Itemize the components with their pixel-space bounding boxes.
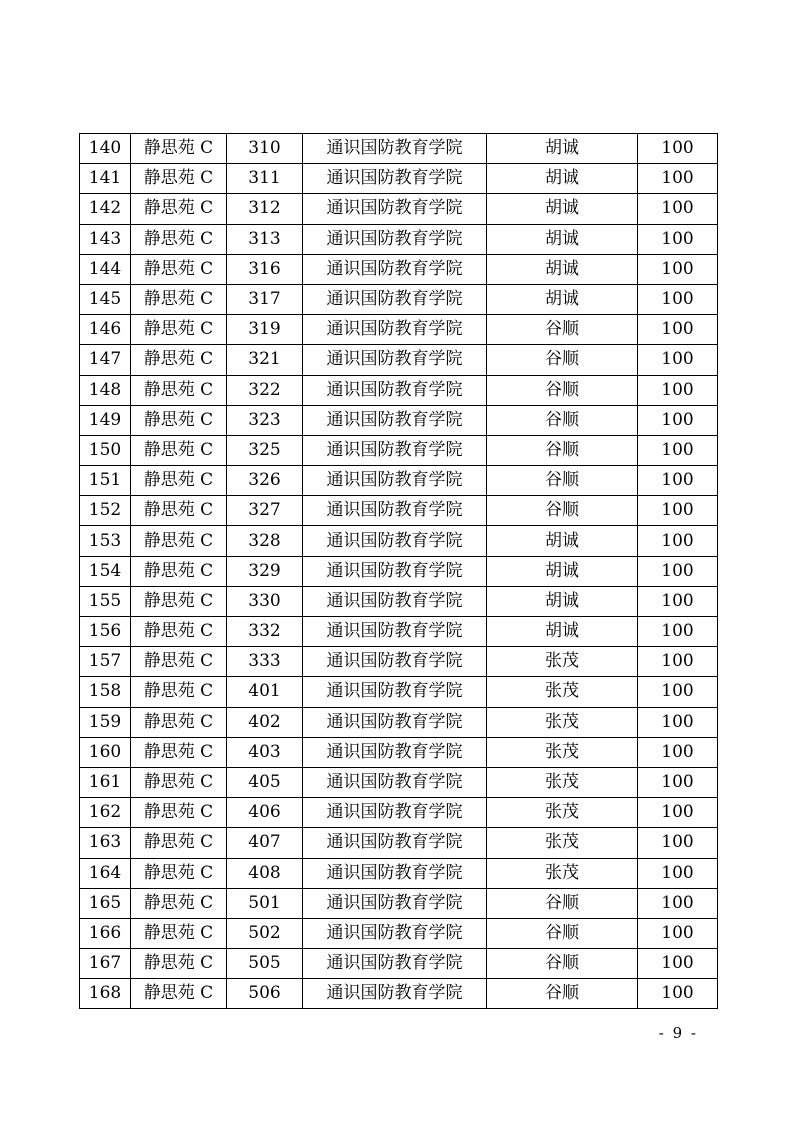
building-cell: 静思苑 C <box>131 617 227 647</box>
page-number: - 9 - <box>658 1024 698 1042</box>
row-number-cell: 168 <box>80 979 131 1009</box>
tutor-name-cell: 谷顺 <box>487 888 638 918</box>
room-number-cell: 326 <box>227 466 303 496</box>
row-number-cell: 154 <box>80 556 131 586</box>
dormitory-score-table <box>79 133 718 1009</box>
score-cell: 100 <box>638 254 718 284</box>
building-cell: 静思苑 C <box>131 224 227 254</box>
score-cell: 100 <box>638 858 718 888</box>
row-number-cell: 147 <box>80 345 131 375</box>
college-cell: 通识国防教育学院 <box>303 556 487 586</box>
table-row <box>80 435 718 465</box>
college-cell: 通识国防教育学院 <box>303 375 487 405</box>
building-cell: 静思苑 C <box>131 375 227 405</box>
table-row <box>80 526 718 556</box>
room-number-cell: 333 <box>227 647 303 677</box>
tutor-name-cell: 胡诚 <box>487 586 638 616</box>
table-row <box>80 496 718 526</box>
building-cell: 静思苑 C <box>131 586 227 616</box>
college-cell: 通识国防教育学院 <box>303 828 487 858</box>
score-cell: 100 <box>638 979 718 1009</box>
score-cell: 100 <box>638 949 718 979</box>
building-cell: 静思苑 C <box>131 828 227 858</box>
score-cell: 100 <box>638 737 718 767</box>
row-number-cell: 148 <box>80 375 131 405</box>
college-cell: 通识国防教育学院 <box>303 164 487 194</box>
college-cell: 通识国防教育学院 <box>303 194 487 224</box>
college-cell: 通识国防教育学院 <box>303 466 487 496</box>
row-number-cell: 166 <box>80 918 131 948</box>
tutor-name-cell: 谷顺 <box>487 375 638 405</box>
row-number-cell: 160 <box>80 737 131 767</box>
score-cell: 100 <box>638 647 718 677</box>
tutor-name-cell: 胡诚 <box>487 526 638 556</box>
row-number-cell: 140 <box>80 134 131 164</box>
table-row <box>80 134 718 164</box>
row-number-cell: 167 <box>80 949 131 979</box>
row-number-cell: 150 <box>80 435 131 465</box>
score-cell: 100 <box>638 164 718 194</box>
room-number-cell: 330 <box>227 586 303 616</box>
college-cell: 通识国防教育学院 <box>303 949 487 979</box>
building-cell: 静思苑 C <box>131 949 227 979</box>
row-number-cell: 143 <box>80 224 131 254</box>
room-number-cell: 403 <box>227 737 303 767</box>
room-number-cell: 323 <box>227 405 303 435</box>
tutor-name-cell: 张茂 <box>487 858 638 888</box>
row-number-cell: 164 <box>80 858 131 888</box>
college-cell: 通识国防教育学院 <box>303 617 487 647</box>
score-cell: 100 <box>638 888 718 918</box>
table-row <box>80 647 718 677</box>
tutor-name-cell: 谷顺 <box>487 918 638 948</box>
tutor-name-cell: 张茂 <box>487 767 638 797</box>
score-cell: 100 <box>638 677 718 707</box>
table-row <box>80 315 718 345</box>
college-cell: 通识国防教育学院 <box>303 224 487 254</box>
row-number-cell: 151 <box>80 466 131 496</box>
room-number-cell: 311 <box>227 164 303 194</box>
college-cell: 通识国防教育学院 <box>303 677 487 707</box>
tutor-name-cell: 胡诚 <box>487 134 638 164</box>
building-cell: 静思苑 C <box>131 888 227 918</box>
room-number-cell: 405 <box>227 767 303 797</box>
score-cell: 100 <box>638 315 718 345</box>
building-cell: 静思苑 C <box>131 767 227 797</box>
table-row <box>80 677 718 707</box>
college-cell: 通识国防教育学院 <box>303 496 487 526</box>
college-cell: 通识国防教育学院 <box>303 918 487 948</box>
college-cell: 通识国防教育学院 <box>303 345 487 375</box>
score-cell: 100 <box>638 194 718 224</box>
tutor-name-cell: 张茂 <box>487 798 638 828</box>
table-row <box>80 345 718 375</box>
room-number-cell: 313 <box>227 224 303 254</box>
room-number-cell: 332 <box>227 617 303 647</box>
table-row <box>80 737 718 767</box>
building-cell: 静思苑 C <box>131 677 227 707</box>
tutor-name-cell: 张茂 <box>487 828 638 858</box>
score-cell: 100 <box>638 617 718 647</box>
room-number-cell: 408 <box>227 858 303 888</box>
score-cell: 100 <box>638 345 718 375</box>
tutor-name-cell: 谷顺 <box>487 496 638 526</box>
table-row <box>80 617 718 647</box>
building-cell: 静思苑 C <box>131 707 227 737</box>
college-cell: 通识国防教育学院 <box>303 798 487 828</box>
table-row <box>80 224 718 254</box>
row-number-cell: 157 <box>80 647 131 677</box>
score-cell: 100 <box>638 466 718 496</box>
tutor-name-cell: 胡诚 <box>487 164 638 194</box>
college-cell: 通识国防教育学院 <box>303 254 487 284</box>
tutor-name-cell: 谷顺 <box>487 466 638 496</box>
room-number-cell: 506 <box>227 979 303 1009</box>
score-cell: 100 <box>638 798 718 828</box>
score-cell: 100 <box>638 375 718 405</box>
table-row <box>80 254 718 284</box>
row-number-cell: 141 <box>80 164 131 194</box>
row-number-cell: 159 <box>80 707 131 737</box>
college-cell: 通识国防教育学院 <box>303 405 487 435</box>
score-cell: 100 <box>638 526 718 556</box>
table-row <box>80 466 718 496</box>
tutor-name-cell: 张茂 <box>487 707 638 737</box>
tutor-name-cell: 谷顺 <box>487 949 638 979</box>
building-cell: 静思苑 C <box>131 647 227 677</box>
room-number-cell: 501 <box>227 888 303 918</box>
room-number-cell: 502 <box>227 918 303 948</box>
row-number-cell: 158 <box>80 677 131 707</box>
table-row <box>80 858 718 888</box>
building-cell: 静思苑 C <box>131 164 227 194</box>
college-cell: 通识国防教育学院 <box>303 647 487 677</box>
score-cell: 100 <box>638 435 718 465</box>
building-cell: 静思苑 C <box>131 194 227 224</box>
building-cell: 静思苑 C <box>131 435 227 465</box>
college-cell: 通识国防教育学院 <box>303 888 487 918</box>
row-number-cell: 145 <box>80 284 131 314</box>
tutor-name-cell: 胡诚 <box>487 254 638 284</box>
score-cell: 100 <box>638 828 718 858</box>
room-number-cell: 325 <box>227 435 303 465</box>
table-row <box>80 798 718 828</box>
room-number-cell: 319 <box>227 315 303 345</box>
table-row <box>80 707 718 737</box>
building-cell: 静思苑 C <box>131 134 227 164</box>
room-number-cell: 321 <box>227 345 303 375</box>
building-cell: 静思苑 C <box>131 526 227 556</box>
room-number-cell: 328 <box>227 526 303 556</box>
tutor-name-cell: 张茂 <box>487 647 638 677</box>
row-number-cell: 163 <box>80 828 131 858</box>
row-number-cell: 146 <box>80 315 131 345</box>
room-number-cell: 407 <box>227 828 303 858</box>
score-cell: 100 <box>638 586 718 616</box>
table-row <box>80 767 718 797</box>
room-number-cell: 312 <box>227 194 303 224</box>
college-cell: 通识国防教育学院 <box>303 284 487 314</box>
college-cell: 通识国防教育学院 <box>303 737 487 767</box>
row-number-cell: 153 <box>80 526 131 556</box>
building-cell: 静思苑 C <box>131 858 227 888</box>
row-number-cell: 149 <box>80 405 131 435</box>
table-row <box>80 556 718 586</box>
table-body <box>80 134 718 1009</box>
building-cell: 静思苑 C <box>131 315 227 345</box>
row-number-cell: 162 <box>80 798 131 828</box>
college-cell: 通识国防教育学院 <box>303 707 487 737</box>
college-cell: 通识国防教育学院 <box>303 858 487 888</box>
table-row <box>80 194 718 224</box>
table-row <box>80 586 718 616</box>
building-cell: 静思苑 C <box>131 918 227 948</box>
tutor-name-cell: 谷顺 <box>487 315 638 345</box>
tutor-name-cell: 谷顺 <box>487 345 638 375</box>
tutor-name-cell: 张茂 <box>487 677 638 707</box>
room-number-cell: 329 <box>227 556 303 586</box>
row-number-cell: 155 <box>80 586 131 616</box>
score-cell: 100 <box>638 707 718 737</box>
college-cell: 通识国防教育学院 <box>303 526 487 556</box>
table-row <box>80 405 718 435</box>
room-number-cell: 317 <box>227 284 303 314</box>
row-number-cell: 165 <box>80 888 131 918</box>
building-cell: 静思苑 C <box>131 979 227 1009</box>
building-cell: 静思苑 C <box>131 466 227 496</box>
room-number-cell: 322 <box>227 375 303 405</box>
room-number-cell: 402 <box>227 707 303 737</box>
tutor-name-cell: 胡诚 <box>487 617 638 647</box>
room-number-cell: 310 <box>227 134 303 164</box>
room-number-cell: 406 <box>227 798 303 828</box>
room-number-cell: 327 <box>227 496 303 526</box>
score-cell: 100 <box>638 767 718 797</box>
room-number-cell: 505 <box>227 949 303 979</box>
building-cell: 静思苑 C <box>131 798 227 828</box>
college-cell: 通识国防教育学院 <box>303 134 487 164</box>
tutor-name-cell: 胡诚 <box>487 194 638 224</box>
score-cell: 100 <box>638 284 718 314</box>
row-number-cell: 156 <box>80 617 131 647</box>
table-row <box>80 979 718 1009</box>
table-row <box>80 164 718 194</box>
score-cell: 100 <box>638 556 718 586</box>
table-row <box>80 284 718 314</box>
building-cell: 静思苑 C <box>131 737 227 767</box>
score-cell: 100 <box>638 224 718 254</box>
tutor-name-cell: 胡诚 <box>487 284 638 314</box>
college-cell: 通识国防教育学院 <box>303 979 487 1009</box>
building-cell: 静思苑 C <box>131 284 227 314</box>
row-number-cell: 142 <box>80 194 131 224</box>
tutor-name-cell: 张茂 <box>487 737 638 767</box>
college-cell: 通识国防教育学院 <box>303 586 487 616</box>
table-row <box>80 375 718 405</box>
row-number-cell: 161 <box>80 767 131 797</box>
building-cell: 静思苑 C <box>131 345 227 375</box>
table-row <box>80 949 718 979</box>
tutor-name-cell: 谷顺 <box>487 435 638 465</box>
table-row <box>80 828 718 858</box>
room-number-cell: 401 <box>227 677 303 707</box>
college-cell: 通识国防教育学院 <box>303 435 487 465</box>
building-cell: 静思苑 C <box>131 496 227 526</box>
room-number-cell: 316 <box>227 254 303 284</box>
tutor-name-cell: 胡诚 <box>487 556 638 586</box>
row-number-cell: 144 <box>80 254 131 284</box>
building-cell: 静思苑 C <box>131 556 227 586</box>
tutor-name-cell: 胡诚 <box>487 224 638 254</box>
score-cell: 100 <box>638 405 718 435</box>
table-row <box>80 888 718 918</box>
table-row <box>80 918 718 948</box>
score-cell: 100 <box>638 496 718 526</box>
score-cell: 100 <box>638 134 718 164</box>
tutor-name-cell: 谷顺 <box>487 405 638 435</box>
row-number-cell: 152 <box>80 496 131 526</box>
college-cell: 通识国防教育学院 <box>303 767 487 797</box>
score-cell: 100 <box>638 918 718 948</box>
college-cell: 通识国防教育学院 <box>303 315 487 345</box>
building-cell: 静思苑 C <box>131 405 227 435</box>
tutor-name-cell: 谷顺 <box>487 979 638 1009</box>
building-cell: 静思苑 C <box>131 254 227 284</box>
